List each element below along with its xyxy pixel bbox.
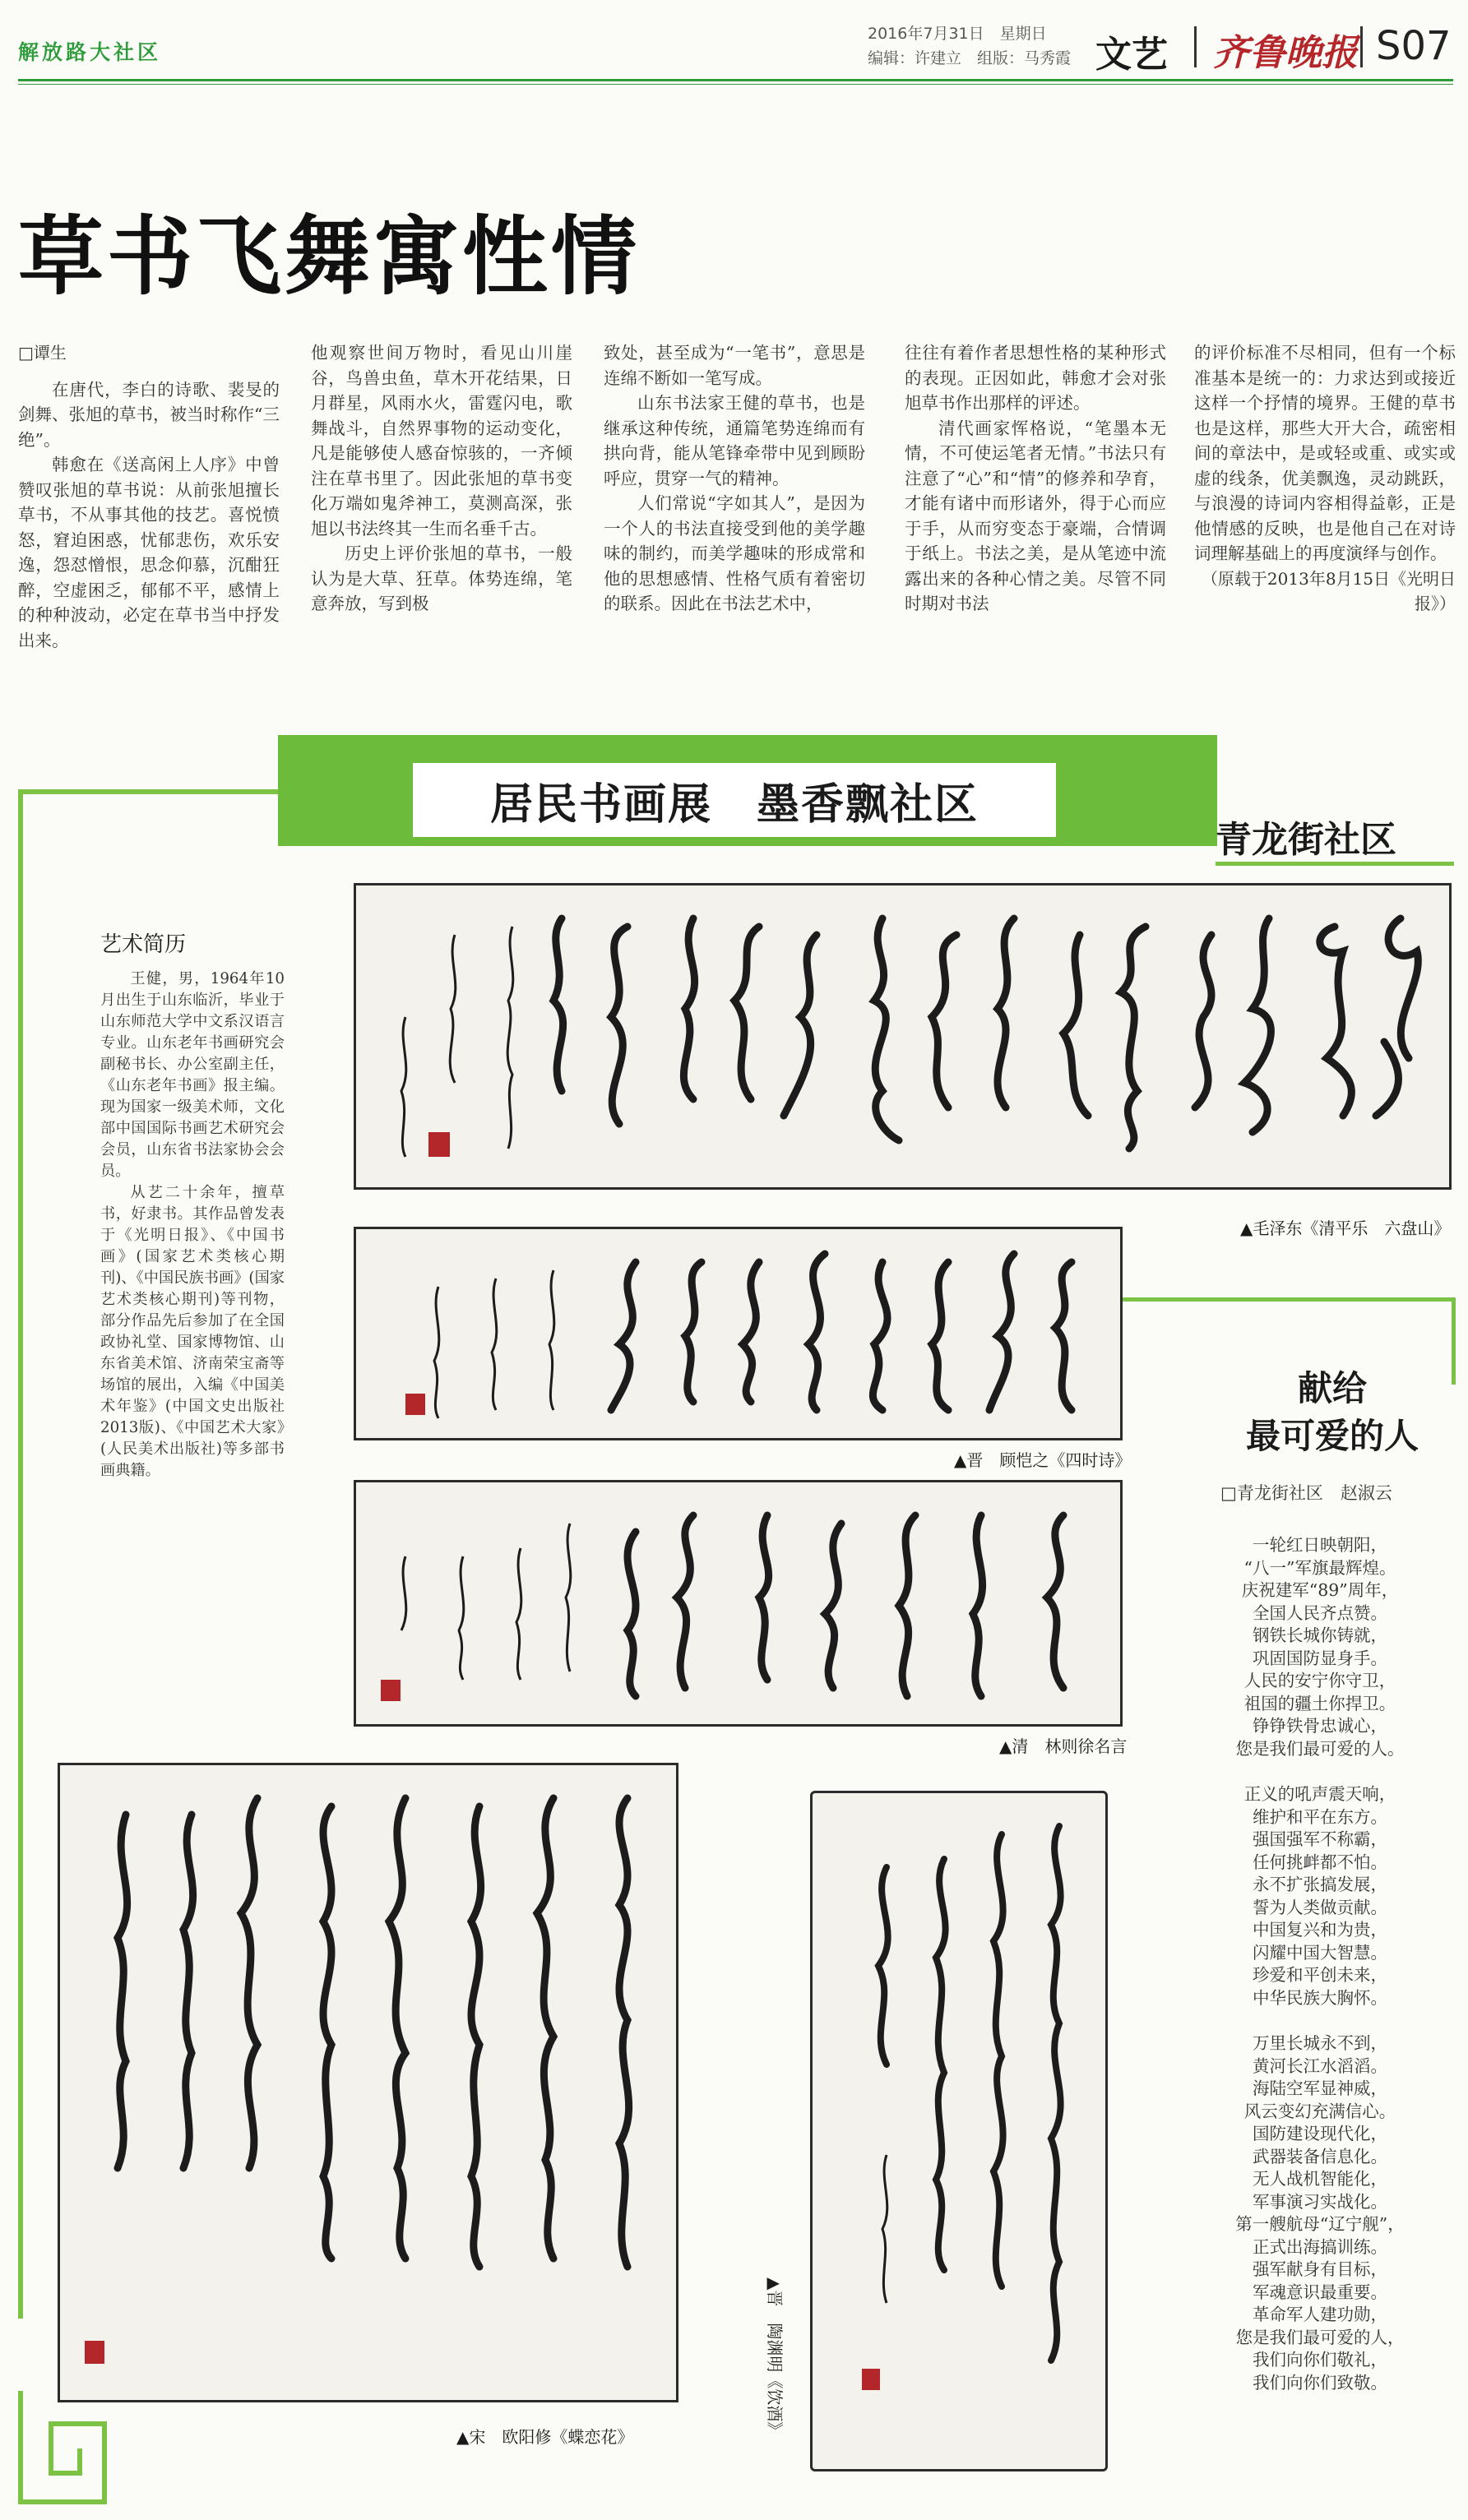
article-paragraph: 他观察世间万物时，看见山川崖谷，鸟兽虫鱼，草木开花结果，日月群星，风雨水火，雷霆闪电，歌舞战斗，自然界事物的运动变化，凡是能够使人感奋惊骇的，一齐倾注在草书里了。因此张旭的草书变化万端如鬼斧神工，莫测高深，张旭以书法终其一生而名垂千古。 — [311, 343, 572, 539]
section-tag: 解放路大社区 — [18, 40, 162, 64]
poem-title — [1209, 1365, 1456, 1460]
poem-line: 强军献身有目标， — [1253, 2259, 1387, 2279]
poem-line: 海陆空军显神威， — [1253, 2078, 1387, 2098]
paper-logo: 齐鲁晚报 — [1213, 32, 1358, 74]
article-column-4 — [905, 340, 1166, 617]
fret-ornament — [18, 2391, 109, 2506]
poem-line: 全国人民齐点赞。 — [1253, 1602, 1387, 1623]
poem-title-line: 最可爱的人 — [1245, 1416, 1419, 1456]
article-paragraph: 历史上评价张旭的草书，一般认为是大草、狂草。体势连绵，笔意奔放，写到极 — [311, 543, 572, 613]
poem-body — [1184, 1534, 1456, 2417]
work-caption: ▲宋 欧阳修《蝶恋花》 — [456, 2427, 634, 2447]
frame-line — [18, 789, 23, 2319]
calligraphy-work — [354, 883, 1452, 1190]
bio-title: 艺术简历 — [100, 932, 187, 957]
poem-line: 中国复兴和为贵， — [1253, 1920, 1387, 1940]
calligraphy-strokes — [356, 885, 1452, 1190]
poem-line: 任何挑衅都不怕。 — [1253, 1852, 1387, 1872]
article-column-5 — [1194, 340, 1456, 617]
poem-line: 您是我们最可爱的人， — [1235, 2327, 1405, 2347]
poem-line: 革命军人建功勋， — [1253, 2305, 1387, 2324]
bio-paragraph: 从艺二十余年，擅草书，好隶书。其作品曾发表于《光明日报》、《中国书画》(国家艺术类核心期刊)、《中国民族书画》(国家艺术类核心期刊)等刊物，部分作品先后参加了在全国政协礼堂、国家博物馆、山东省美术馆、济南荣宝斋等场馆的展出，入编《中国美术年鉴》(中国文史出版社2013版)、《中国艺术大家》(人民美术出版社)等多部书画典籍。 — [100, 1184, 285, 1479]
issue-info — [868, 21, 1071, 71]
page-number: S07 — [1376, 23, 1452, 69]
work-caption: ▲晋 陶渊明《饮酒》 — [765, 2277, 785, 2439]
poem-line: 黄河长江水滔滔。 — [1253, 2055, 1387, 2076]
work-caption: ▲毛泽东《清平乐 六盘山》 — [1240, 1218, 1451, 1238]
poem-byline: □青龙街社区 赵淑云 — [1220, 1483, 1392, 1503]
calligraphy-work — [354, 1227, 1123, 1440]
frame-line — [18, 789, 280, 794]
poem-line: 钢铁长城你铸就， — [1253, 1625, 1387, 1645]
header-divider — [1360, 26, 1363, 67]
article-paragraph: 致处，甚至成为“一笔书”，意思是连绵不断如一笔写成。 — [604, 343, 865, 388]
article-paragraph: 的评价标准不尽相同，但有一个标准基本是统一的：力求达到或接近这样一个抒情的境界。王健的草书也是这样，那些大开大合，疏密相间的章法中，是或轻或重、或实或虚的线条，优美飘逸，灵动跳跃，与浪漫的诗词内容相得益彰，正是他情感的反映，也是他自己在对诗词理解基础上的再度演绎与创作。 — [1194, 343, 1456, 563]
calligraphy-strokes — [356, 1229, 1123, 1440]
article-column-2 — [311, 340, 572, 617]
article-paragraph: 韩愈在《送高闲上人序》中曾赞叹张旭的草书说：从前张旭擅长草书，不从事其他的技艺。喜悦愤怒，窘迫困惑，忧郁悲伤，欢乐安逸，怨怼憎恨，思念仰慕，沉酣狂醉，空虚困乏，郁郁不平，感情上的种种波动，必定在草书当中抒发出来。 — [18, 455, 280, 650]
feature-title: 居民书画展 墨香飘社区 — [413, 763, 1056, 837]
artist-bio — [100, 969, 285, 1482]
poem-line: 巩固国防显身手。 — [1253, 1648, 1387, 1668]
article-author: □谭生 — [18, 343, 67, 363]
date-line: 2016年7月31日 星期日 — [868, 25, 1047, 43]
poem-stanza — [1184, 1534, 1456, 1760]
article-paragraph: 往往有着作者思想性格的某种形式的表现。正因如此，韩愈才会对张旭草书作出那样的评述。 — [905, 343, 1166, 413]
poem-line: 万里长城永不到， — [1253, 2033, 1387, 2053]
poem-line: 您是我们最可爱的人。 — [1235, 1738, 1405, 1759]
poem-line: 国防建设现代化， — [1253, 2124, 1387, 2143]
calligraphy-work — [810, 1791, 1108, 2471]
poem-line: 军魂意识最重要。 — [1253, 2282, 1387, 2302]
header-rule-thin — [18, 84, 1453, 85]
poem-line: 祖国的疆土你捍卫。 — [1243, 1693, 1396, 1713]
poem-line: 庆祝建军“89”周年， — [1241, 1580, 1399, 1600]
editor-line: 编辑：许建立 组版：马秀霞 — [868, 49, 1072, 67]
calligraphy-strokes — [60, 1765, 678, 2402]
poem-line: 无人战机智能化， — [1253, 2169, 1387, 2189]
calligraphy-work — [354, 1480, 1123, 1727]
poem-line: 永不扩张搞发展， — [1253, 1875, 1387, 1894]
article-column-3 — [604, 340, 865, 617]
poem-line: 珍爱和平创未来， — [1253, 1965, 1387, 1985]
article-source: （原载于2013年8月15日《光明日报》） — [1201, 568, 1456, 613]
bio-paragraph: 王健，男，1964年10月出生于山东临沂，毕业于山东师范大学中文系汉语言专业。山东老年书画研究会副秘书长、办公室副主任，《山东老年书画》报主编。现为国家一级美术师，文化部中国国际书画艺术研究会会员，山东省书法家协会会员。 — [100, 970, 285, 1180]
poem-line: 一轮红日映朝阳， — [1253, 1535, 1387, 1555]
poem-line: 我们向你们致敬。 — [1253, 2372, 1387, 2393]
poem-line: 铮铮铁骨忠诚心， — [1253, 1716, 1387, 1736]
article-paragraph: 在唐代，李白的诗歌、裴旻的剑舞、张旭的草书，被当时称作“三绝”。 — [18, 379, 280, 450]
poem-stanza — [1184, 2032, 1456, 2394]
poem-line: 风云变幻充满信心。 — [1243, 2101, 1396, 2121]
calligraphy-strokes — [813, 1793, 1108, 2471]
work-caption: ▲清 林则徐名言 — [999, 1736, 1128, 1756]
community-name: 青龙街社区 — [1216, 819, 1396, 861]
poem-line: 强国强军不称霸， — [1253, 1829, 1387, 1849]
poem-title-line: 献给 — [1297, 1368, 1367, 1408]
article-column-1 — [18, 340, 280, 653]
article-paragraph: 人们常说“字如其人”，是因为一个人的书法直接受到他的美学趣味的制约，而美学趣味的形成常和他的思想感情、性格气质有着密切的联系。因此在书法艺术中， — [604, 493, 865, 613]
poem-line: 誓为人类做贡献。 — [1253, 1897, 1387, 1917]
poem-line: 第一艘航母“辽宁舰”， — [1235, 2214, 1405, 2234]
header-rule — [18, 79, 1453, 81]
header-divider — [1194, 26, 1197, 67]
article-paragraph: 清代画家恽格说，“笔墨本无情，不可使运笔者无情。”书法只有注意了“心”和“情”的修养和孕育，才能有诸中而形诸外，得于心而应于手，从而穷变态于豪端，合情调于纸上。书法之美，是从笔迹中流露出来的各种心情之美。尽管不同时期对书法 — [905, 418, 1166, 613]
poem-line: 人民的安宁你守卫， — [1243, 1671, 1396, 1690]
section-name: 文艺 — [1095, 34, 1168, 76]
poem-line: 我们向你们敬礼， — [1253, 2350, 1387, 2370]
calligraphy-strokes — [356, 1482, 1123, 1727]
poem-line: 军事演习实战化。 — [1253, 2191, 1387, 2212]
poem-line: “八一”军旗最辉煌。 — [1243, 1557, 1396, 1578]
calligraphy-work — [58, 1763, 678, 2402]
work-caption: ▲晋 顾恺之《四时诗》 — [954, 1450, 1132, 1470]
poem-line: 正式出海搞训练。 — [1253, 2236, 1387, 2257]
frame-line — [1123, 1297, 1456, 1302]
poem-stanza — [1184, 1783, 1456, 2009]
poem-line: 闪耀中国大智慧。 — [1253, 1942, 1387, 1963]
headline: 草书飞舞寓性情 — [18, 206, 641, 307]
article-paragraph: 山东书法家王健的草书，也是继承这种传统，通篇笔势连绵而有拱向背，能从笔锋牵带中见到顾盼呼应，贯穿一气的精神。 — [604, 393, 865, 488]
poem-line: 维护和平在东方。 — [1253, 1806, 1387, 1827]
poem-line: 中华民族大胸怀。 — [1253, 1987, 1387, 2008]
poem-line: 武器装备信息化。 — [1253, 2146, 1387, 2166]
poem-line: 正义的吼声震天响， — [1243, 1784, 1396, 1804]
